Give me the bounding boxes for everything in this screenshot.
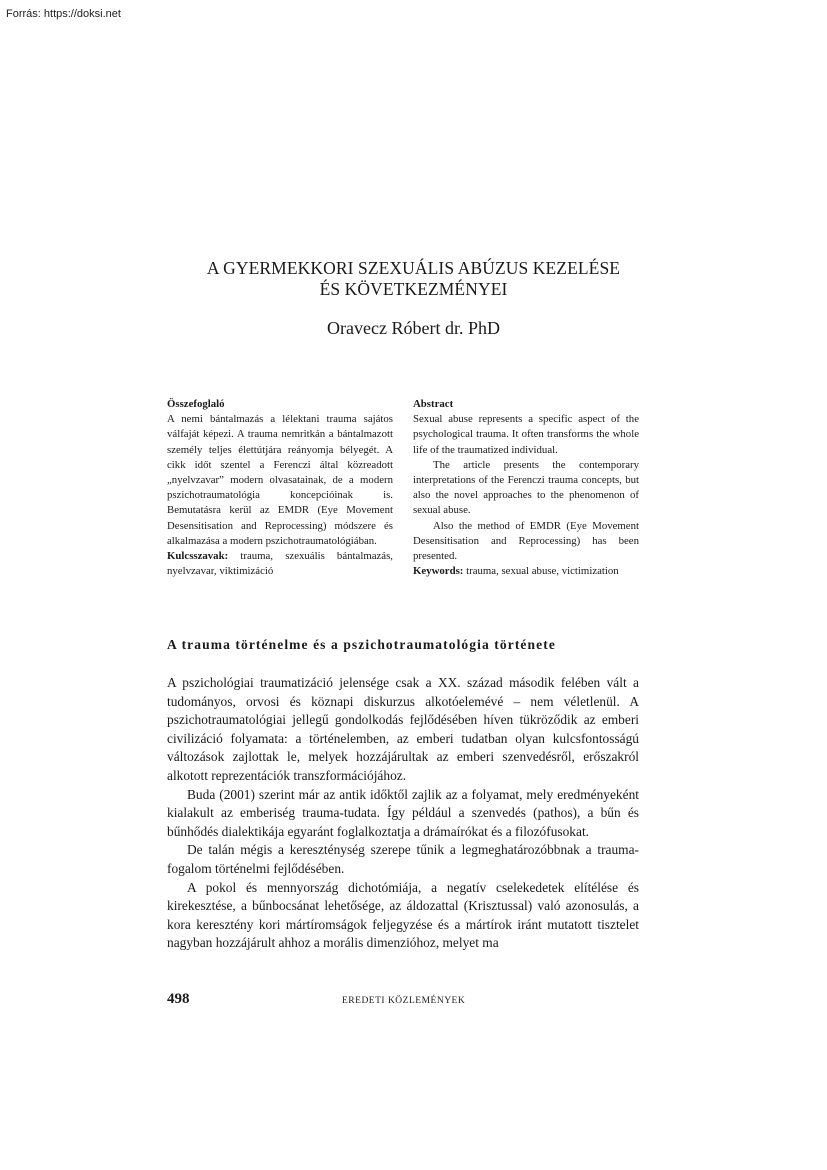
article-title-line-1: A GYERMEKKORI SZEXUÁLIS ABÚZUS KEZELÉSE <box>206 258 621 278</box>
english-keywords-label: Keywords: <box>413 565 464 578</box>
body-paragraph: Buda (2001) szerint már az antik időktől zajlik az a folyamat, mely eredményeként kialakult az emberiség trauma-tudata. Így például a szenvedés (pathos), a bűn és bűnhődés dialektikája egyaránt foglalkoztatja a drámaírókat és a filozófusokat. <box>167 786 639 839</box>
article-title <box>120 258 707 300</box>
body-paragraph: De talán mégis a kereszténység szerepe tűnik a legmeghatározóbbnak a trauma-fogalom történelmi fejlődésében. <box>167 842 639 876</box>
english-abstract-paragraph: The article presents the contemporary interpretations of the Ferenczi trauma concepts, but also the novel approaches to the phenomenon of sexual abuse. <box>413 458 639 517</box>
section-heading: A trauma történelme és a pszichotraumatológia története <box>167 637 556 652</box>
source-watermark: Forrás: https://doksi.net <box>6 8 121 20</box>
page-number: 498 <box>167 991 190 1007</box>
running-footer: EREDETI KÖZLEMÉNYEK <box>342 996 466 1006</box>
english-keywords-text: trauma, sexual abuse, victimization <box>466 565 619 578</box>
body-text <box>167 674 639 953</box>
hungarian-keywords <box>167 549 393 579</box>
body-paragraph: A pokol és mennyország dichotómiája, a negatív cselekedetek elítélése és kirekesztése, a bűnbocsánat lehetősége, az áldozattal (Krisztussal) való azonosulás, a kora keresztény kori mártíromságok feljegyzése és a mártírok iránt mutatott tisztelet nagyban hozzájárult ahhoz a morális dimenzióhoz, melyet ma <box>167 879 639 951</box>
english-abstract-heading: Abstract <box>413 398 454 410</box>
english-abstract-paragraph: Also the method of EMDR (Eye Movement Desensitisation and Reprocessing) has been presented. <box>413 519 639 563</box>
article-title-line-2: ÉS KÖVETKEZMÉNYEI <box>319 279 508 299</box>
english-abstract-paragraph: Sexual abuse represents a specific aspect of the psychological trauma. It often transforms the whole life of the traumatized individual. <box>413 413 639 456</box>
hungarian-keywords-label: Kulcsszavak: <box>167 550 229 563</box>
hungarian-abstract-heading: Összefoglaló <box>167 398 225 410</box>
english-abstract <box>413 397 639 579</box>
english-keywords <box>413 564 639 579</box>
hungarian-abstract <box>167 397 393 579</box>
hungarian-abstract-text: A nemi bántalmazás a lélektani trauma sajátos válfaját képezi. A trauma nemritkán a bántalmazott személy teljes élettútjára reányomja bélyegét. A cikk időt szentel a Ferenczi által közreadott „nyelvzavar” modern olvasatainak, de a modern pszichotraumatológia koncepcióinak is. Bemutatásra kerül az EMDR (Eye Movement Desensitisation and Reprocessing) módszere és alkalmazása a modern pszichotraumatológiában. <box>167 413 393 547</box>
hungarian-keywords-text: trauma, szexuális bántalmazás, nyelvzavar, viktimizáció <box>167 550 393 578</box>
author-name: Oravecz Róbert dr. PhD <box>327 318 500 338</box>
body-paragraph: A pszichológiai traumatizáció jelensége csak a XX. század második felében vált a tudományos, orvosi és köznapi diskurzus alkotóelemévé – nem véletlenül. A pszichotraumatológiai jellegű gondolkodás fejlődésében híven tükröződik az emberi civilizáció folyamata: a történelemben, az emberi tudatban olyan kulcsfontosságú változások zajlottak le, melyek hozzájárultak az emberi szenvedésről, erőszakról alkotott reprezentációk transzformációjához. <box>167 675 639 783</box>
